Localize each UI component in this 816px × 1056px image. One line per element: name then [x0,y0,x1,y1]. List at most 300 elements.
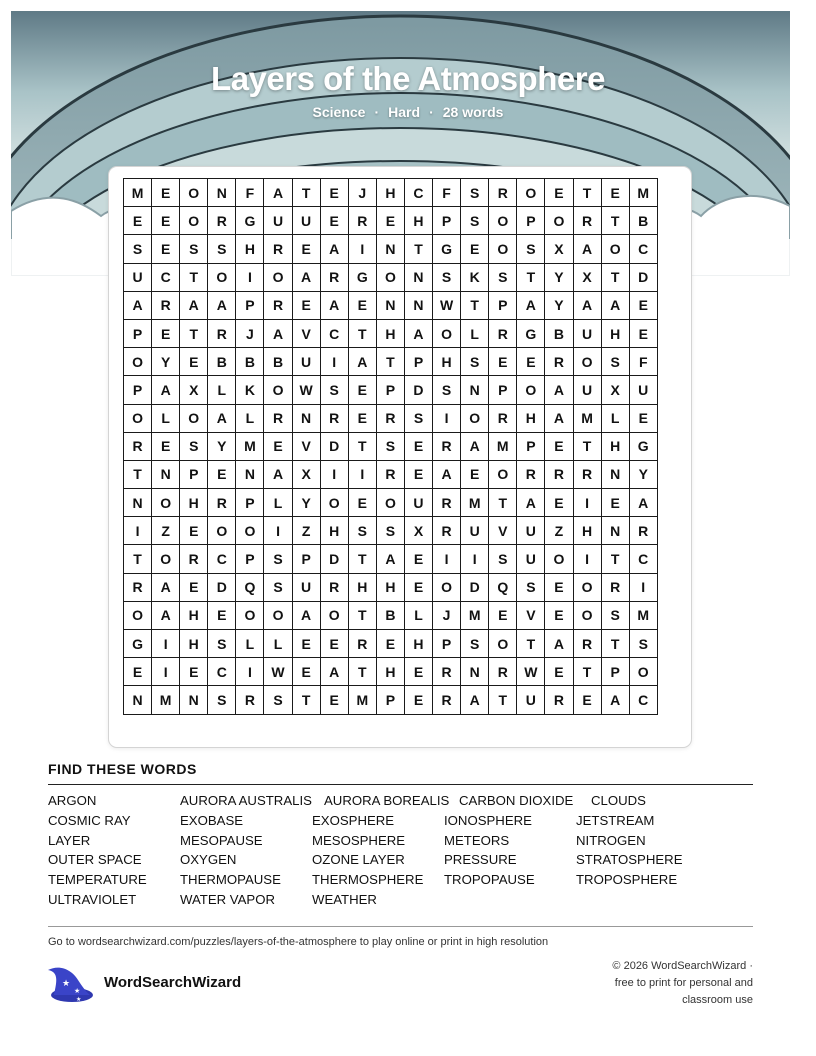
grid-cell[interactable]: Z [545,517,573,545]
grid-cell[interactable]: S [404,404,432,432]
grid-cell[interactable]: O [264,376,292,404]
grid-cell[interactable]: R [573,207,601,235]
grid-cell[interactable]: G [517,319,545,347]
grid-cell[interactable]: D [461,573,489,601]
grid-cell[interactable]: O [376,489,404,517]
grid-cell[interactable]: T [517,263,545,291]
grid-cell[interactable]: U [461,517,489,545]
grid-cell[interactable]: T [348,545,376,573]
grid-cell[interactable]: E [180,573,208,601]
grid-cell[interactable]: A [433,460,461,488]
grid-cell[interactable]: E [489,601,517,629]
grid-cell[interactable]: A [545,630,573,658]
grid-cell[interactable]: A [152,376,180,404]
grid-cell[interactable]: E [545,573,573,601]
grid-cell[interactable]: E [461,460,489,488]
grid-cell[interactable]: R [320,263,348,291]
grid-cell[interactable]: P [433,207,461,235]
grid-cell[interactable]: R [433,517,461,545]
grid-cell[interactable]: A [573,235,601,263]
grid-cell[interactable]: A [573,291,601,319]
grid-cell[interactable]: T [124,460,152,488]
grid-cell[interactable]: H [404,630,432,658]
grid-cell[interactable]: E [404,545,432,573]
grid-cell[interactable]: U [292,573,320,601]
grid-cell[interactable]: R [433,489,461,517]
grid-cell[interactable]: S [489,545,517,573]
grid-cell[interactable]: T [180,319,208,347]
grid-cell[interactable]: C [208,658,236,686]
grid-cell[interactable]: O [264,263,292,291]
grid-cell[interactable]: J [433,601,461,629]
grid-cell[interactable]: S [208,630,236,658]
grid-cell[interactable]: N [376,291,404,319]
grid-cell[interactable]: N [180,686,208,714]
grid-cell[interactable]: P [236,545,264,573]
grid-cell[interactable]: V [292,432,320,460]
grid-cell[interactable]: T [601,263,629,291]
grid-cell[interactable]: N [461,658,489,686]
grid-cell[interactable]: O [180,179,208,207]
grid-cell[interactable]: R [376,404,404,432]
grid-cell[interactable]: A [545,376,573,404]
grid-cell[interactable]: D [320,432,348,460]
grid-cell[interactable]: R [601,573,629,601]
grid-cell[interactable]: O [180,207,208,235]
grid-cell[interactable]: O [320,489,348,517]
grid-cell[interactable]: S [517,573,545,601]
grid-cell[interactable]: A [601,686,629,714]
grid-cell[interactable]: Q [489,573,517,601]
grid-cell[interactable]: Y [292,489,320,517]
grid-cell[interactable]: C [404,179,432,207]
grid-cell[interactable]: E [545,489,573,517]
grid-cell[interactable]: O [517,376,545,404]
grid-cell[interactable]: S [461,179,489,207]
grid-cell[interactable]: O [208,517,236,545]
grid-cell[interactable]: A [601,291,629,319]
grid-cell[interactable]: O [264,601,292,629]
grid-cell[interactable]: G [629,432,657,460]
grid-cell[interactable]: M [489,432,517,460]
grid-cell[interactable]: Z [292,517,320,545]
grid-cell[interactable]: N [152,460,180,488]
grid-cell[interactable]: L [236,404,264,432]
grid-cell[interactable]: S [264,545,292,573]
grid-cell[interactable]: A [208,404,236,432]
grid-cell[interactable]: S [601,348,629,376]
grid-cell[interactable]: I [236,263,264,291]
grid-cell[interactable]: U [517,545,545,573]
grid-cell[interactable]: O [545,545,573,573]
grid-cell[interactable]: U [292,207,320,235]
grid-cell[interactable]: O [433,573,461,601]
grid-cell[interactable]: R [264,235,292,263]
grid-cell[interactable]: E [320,179,348,207]
grid-cell[interactable]: P [376,686,404,714]
grid-cell[interactable]: X [180,376,208,404]
grid-cell[interactable]: O [489,460,517,488]
grid-cell[interactable]: W [292,376,320,404]
grid-cell[interactable]: E [180,658,208,686]
grid-cell[interactable]: E [376,630,404,658]
grid-cell[interactable]: H [601,319,629,347]
grid-cell[interactable]: N [208,179,236,207]
grid-cell[interactable]: I [152,658,180,686]
grid-cell[interactable]: E [320,207,348,235]
grid-cell[interactable]: A [264,460,292,488]
grid-cell[interactable]: O [236,517,264,545]
grid-cell[interactable]: B [629,207,657,235]
grid-cell[interactable]: E [152,319,180,347]
grid-cell[interactable]: P [236,489,264,517]
grid-cell[interactable]: S [208,686,236,714]
grid-cell[interactable]: S [433,263,461,291]
grid-cell[interactable]: R [124,432,152,460]
grid-cell[interactable]: R [348,630,376,658]
grid-cell[interactable]: E [180,517,208,545]
grid-cell[interactable]: E [292,630,320,658]
grid-cell[interactable]: T [517,630,545,658]
grid-cell[interactable]: A [320,235,348,263]
grid-cell[interactable]: R [489,658,517,686]
grid-cell[interactable]: E [404,573,432,601]
grid-cell[interactable]: P [489,291,517,319]
grid-cell[interactable]: S [461,207,489,235]
grid-cell[interactable]: H [404,207,432,235]
grid-cell[interactable]: T [601,207,629,235]
grid-cell[interactable]: S [180,432,208,460]
grid-cell[interactable]: R [152,291,180,319]
grid-cell[interactable]: R [489,319,517,347]
grid-cell[interactable]: J [236,319,264,347]
grid-cell[interactable]: G [348,263,376,291]
grid-cell[interactable]: O [489,235,517,263]
grid-cell[interactable]: W [433,291,461,319]
grid-cell[interactable]: O [573,348,601,376]
grid-cell[interactable]: N [376,235,404,263]
grid-cell[interactable]: E [489,348,517,376]
grid-cell[interactable]: S [601,601,629,629]
grid-cell[interactable]: E [629,404,657,432]
grid-cell[interactable]: O [236,601,264,629]
grid-cell[interactable]: L [264,630,292,658]
grid-cell[interactable]: T [601,630,629,658]
grid-cell[interactable]: E [348,291,376,319]
grid-cell[interactable]: N [601,460,629,488]
footer-url-text[interactable]: Go to wordsearchwizard.com/puzzles/layers-of-the-atmosphere to play online or print in high resolution [48,936,549,948]
grid-cell[interactable]: E [180,348,208,376]
grid-cell[interactable]: S [461,630,489,658]
grid-cell[interactable]: T [573,432,601,460]
grid-cell[interactable]: R [433,658,461,686]
grid-cell[interactable]: R [489,404,517,432]
grid-cell[interactable]: O [573,601,601,629]
grid-cell[interactable]: H [517,404,545,432]
grid-cell[interactable]: H [433,348,461,376]
grid-cell[interactable]: O [573,573,601,601]
grid-cell[interactable]: U [629,376,657,404]
grid-cell[interactable]: I [461,545,489,573]
grid-cell[interactable]: L [152,404,180,432]
grid-cell[interactable]: E [348,404,376,432]
grid-cell[interactable]: O [124,601,152,629]
grid-cell[interactable]: E [573,686,601,714]
grid-cell[interactable]: W [517,658,545,686]
grid-cell[interactable]: T [124,545,152,573]
grid-cell[interactable]: I [573,489,601,517]
grid-cell[interactable]: D [320,545,348,573]
grid-cell[interactable]: O [489,630,517,658]
grid-cell[interactable]: V [292,319,320,347]
grid-cell[interactable]: M [629,179,657,207]
grid-cell[interactable]: E [517,348,545,376]
grid-cell[interactable]: O [208,263,236,291]
grid-cell[interactable]: O [152,489,180,517]
grid-cell[interactable]: I [236,658,264,686]
grid-cell[interactable]: Y [545,291,573,319]
grid-cell[interactable]: O [461,404,489,432]
grid-cell[interactable]: O [545,207,573,235]
grid-cell[interactable]: Y [629,460,657,488]
grid-cell[interactable]: E [152,235,180,263]
grid-cell[interactable]: H [180,489,208,517]
grid-cell[interactable]: E [292,291,320,319]
grid-cell[interactable]: E [545,432,573,460]
grid-cell[interactable]: A [517,291,545,319]
grid-cell[interactable]: P [292,545,320,573]
grid-cell[interactable]: I [320,460,348,488]
grid-cell[interactable]: O [124,348,152,376]
grid-cell[interactable]: H [376,573,404,601]
grid-cell[interactable]: E [348,489,376,517]
grid-cell[interactable]: B [376,601,404,629]
grid-cell[interactable]: C [629,235,657,263]
grid-cell[interactable]: T [404,235,432,263]
grid-cell[interactable]: R [489,179,517,207]
grid-cell[interactable]: R [320,573,348,601]
grid-cell[interactable]: H [376,179,404,207]
grid-cell[interactable]: C [629,545,657,573]
grid-cell[interactable]: L [404,601,432,629]
grid-cell[interactable]: S [517,235,545,263]
grid-cell[interactable]: E [152,179,180,207]
grid-cell[interactable]: P [517,207,545,235]
grid-cell[interactable]: A [320,291,348,319]
grid-cell[interactable]: H [376,658,404,686]
grid-cell[interactable]: P [433,630,461,658]
grid-cell[interactable]: I [433,545,461,573]
grid-cell[interactable]: H [348,573,376,601]
grid-cell[interactable]: F [236,179,264,207]
grid-cell[interactable]: N [404,291,432,319]
grid-cell[interactable]: M [461,601,489,629]
grid-cell[interactable]: X [545,235,573,263]
grid-cell[interactable]: C [208,545,236,573]
grid-cell[interactable]: U [292,348,320,376]
grid-cell[interactable]: O [629,658,657,686]
grid-cell[interactable]: A [264,179,292,207]
grid-cell[interactable]: U [517,517,545,545]
grid-cell[interactable]: R [236,686,264,714]
grid-cell[interactable]: D [404,376,432,404]
grid-cell[interactable]: S [376,517,404,545]
grid-cell[interactable]: M [236,432,264,460]
grid-cell[interactable]: N [601,517,629,545]
grid-cell[interactable]: I [320,348,348,376]
grid-cell[interactable]: T [292,686,320,714]
grid-cell[interactable]: E [292,235,320,263]
grid-cell[interactable]: E [292,658,320,686]
grid-cell[interactable]: X [404,517,432,545]
grid-cell[interactable]: A [629,489,657,517]
grid-cell[interactable]: B [545,319,573,347]
grid-cell[interactable]: B [236,348,264,376]
grid-cell[interactable]: X [292,460,320,488]
grid-cell[interactable]: E [461,235,489,263]
grid-cell[interactable]: T [292,179,320,207]
grid-cell[interactable]: O [376,263,404,291]
grid-cell[interactable]: R [629,517,657,545]
grid-cell[interactable]: I [348,235,376,263]
grid-cell[interactable]: T [489,686,517,714]
grid-cell[interactable]: R [545,348,573,376]
grid-cell[interactable]: T [348,658,376,686]
grid-cell[interactable]: E [124,207,152,235]
grid-cell[interactable]: U [573,376,601,404]
grid-cell[interactable]: R [517,460,545,488]
grid-cell[interactable]: U [124,263,152,291]
grid-cell[interactable]: M [124,179,152,207]
grid-cell[interactable]: E [320,630,348,658]
grid-cell[interactable]: C [320,319,348,347]
grid-cell[interactable]: E [152,207,180,235]
grid-cell[interactable]: O [433,319,461,347]
grid-cell[interactable]: D [629,263,657,291]
grid-cell[interactable]: S [376,432,404,460]
grid-cell[interactable]: E [629,291,657,319]
grid-cell[interactable]: P [404,348,432,376]
grid-cell[interactable]: X [601,376,629,404]
grid-cell[interactable]: T [348,319,376,347]
grid-cell[interactable]: R [208,207,236,235]
grid-cell[interactable]: T [461,291,489,319]
grid-cell[interactable]: S [489,263,517,291]
grid-cell[interactable]: L [236,630,264,658]
grid-cell[interactable]: E [404,686,432,714]
grid-cell[interactable]: M [629,601,657,629]
grid-cell[interactable]: U [517,686,545,714]
grid-cell[interactable]: I [264,517,292,545]
grid-cell[interactable]: I [124,517,152,545]
grid-cell[interactable]: I [348,460,376,488]
grid-cell[interactable]: O [152,545,180,573]
grid-cell[interactable]: K [461,263,489,291]
grid-cell[interactable]: T [573,179,601,207]
grid-cell[interactable]: R [348,207,376,235]
grid-cell[interactable]: M [348,686,376,714]
grid-cell[interactable]: A [461,432,489,460]
grid-cell[interactable]: Y [152,348,180,376]
grid-cell[interactable]: P [180,460,208,488]
grid-cell[interactable]: H [180,630,208,658]
grid-cell[interactable]: T [180,263,208,291]
grid-cell[interactable]: E [404,658,432,686]
grid-cell[interactable]: A [180,291,208,319]
grid-cell[interactable]: L [264,489,292,517]
grid-cell[interactable]: A [320,658,348,686]
grid-cell[interactable]: H [236,235,264,263]
grid-cell[interactable]: A [517,489,545,517]
grid-cell[interactable]: R [124,573,152,601]
grid-cell[interactable]: A [124,291,152,319]
letter-grid[interactable] [123,178,658,715]
grid-cell[interactable]: S [348,517,376,545]
grid-cell[interactable]: I [573,545,601,573]
grid-cell[interactable]: H [601,432,629,460]
grid-cell[interactable]: R [180,545,208,573]
grid-cell[interactable]: A [545,404,573,432]
grid-cell[interactable]: O [601,235,629,263]
grid-cell[interactable]: O [320,601,348,629]
grid-cell[interactable]: M [461,489,489,517]
grid-cell[interactable]: S [180,235,208,263]
grid-cell[interactable]: G [433,235,461,263]
grid-cell[interactable]: R [264,404,292,432]
grid-cell[interactable]: E [545,601,573,629]
grid-cell[interactable]: E [124,658,152,686]
grid-cell[interactable]: R [264,291,292,319]
grid-cell[interactable]: W [264,658,292,686]
grid-cell[interactable]: P [124,376,152,404]
grid-cell[interactable]: R [573,630,601,658]
grid-cell[interactable]: G [236,207,264,235]
grid-cell[interactable]: R [208,489,236,517]
grid-cell[interactable]: Z [152,517,180,545]
grid-cell[interactable]: D [208,573,236,601]
grid-cell[interactable]: F [433,179,461,207]
grid-cell[interactable]: R [208,319,236,347]
grid-cell[interactable]: R [573,460,601,488]
grid-cell[interactable]: R [320,404,348,432]
grid-cell[interactable]: T [489,489,517,517]
grid-cell[interactable]: A [152,573,180,601]
grid-cell[interactable]: E [348,376,376,404]
grid-cell[interactable]: E [208,601,236,629]
grid-cell[interactable]: H [320,517,348,545]
grid-cell[interactable]: T [376,348,404,376]
grid-cell[interactable]: B [264,348,292,376]
grid-cell[interactable]: P [124,319,152,347]
grid-cell[interactable]: E [545,658,573,686]
grid-cell[interactable]: E [404,432,432,460]
grid-cell[interactable]: A [404,319,432,347]
grid-cell[interactable]: B [208,348,236,376]
grid-cell[interactable]: Q [236,573,264,601]
grid-cell[interactable]: A [348,348,376,376]
grid-cell[interactable]: A [292,601,320,629]
grid-cell[interactable]: E [601,179,629,207]
grid-cell[interactable]: N [124,686,152,714]
grid-cell[interactable]: X [573,263,601,291]
grid-cell[interactable]: U [404,489,432,517]
grid-cell[interactable]: N [461,376,489,404]
grid-cell[interactable]: V [489,517,517,545]
grid-cell[interactable]: P [489,376,517,404]
grid-cell[interactable]: O [517,179,545,207]
grid-cell[interactable]: E [208,460,236,488]
grid-cell[interactable]: N [292,404,320,432]
